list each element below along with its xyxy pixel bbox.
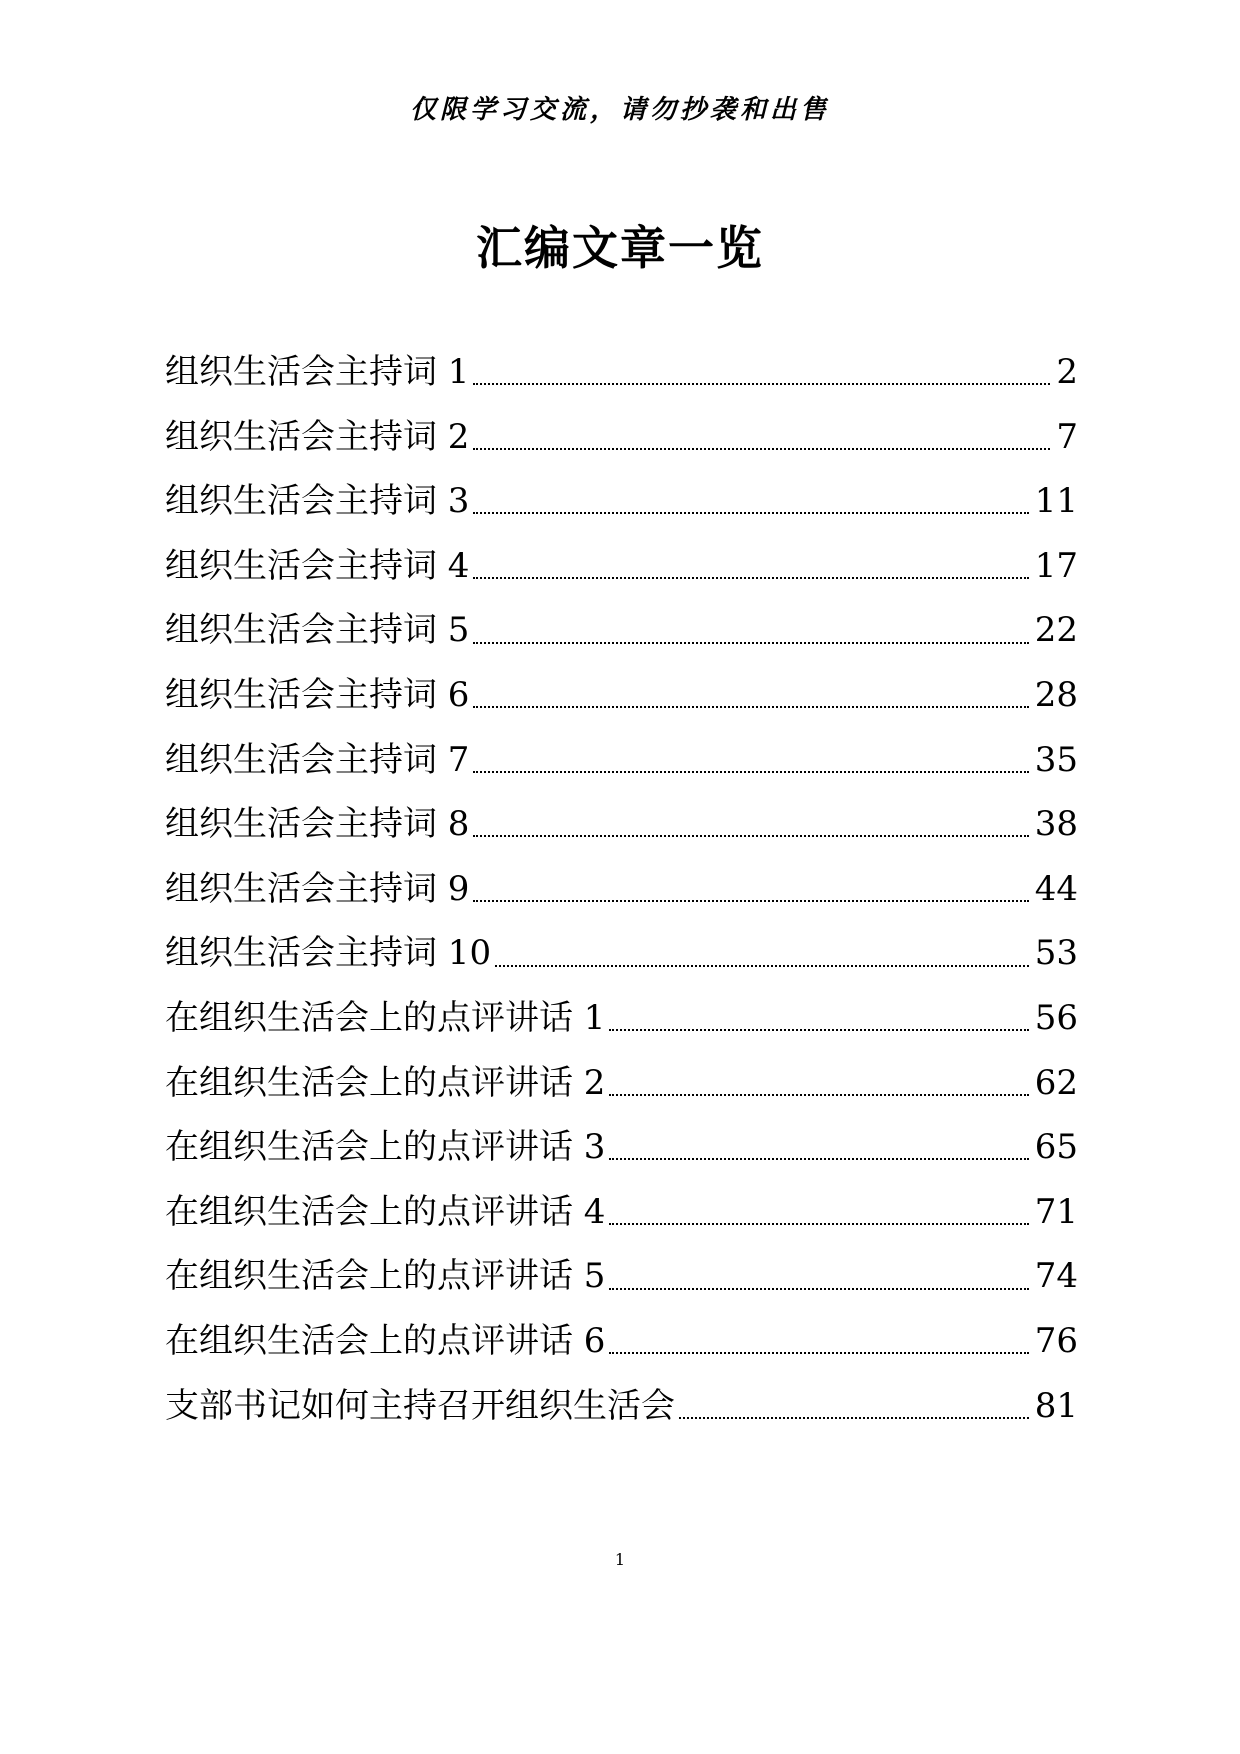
toc-entry-page-number[interactable]: 71 [1034,1191,1078,1232]
toc-entry-title[interactable]: 在组织生活会上的点评讲话 1 [165,997,606,1038]
toc-entry-page-number[interactable]: 65 [1034,1127,1078,1168]
toc-entry-page-number[interactable]: 11 [1034,481,1078,522]
page-number: 1 [614,1550,626,1569]
toc-entry-page-number[interactable]: 38 [1034,804,1078,845]
toc-dot-leader [473,577,1028,579]
toc-dot-leader [609,1352,1028,1354]
header-note: 仅限学习交流，请勿抄袭和出售 [409,95,830,125]
toc-entry-page-number[interactable]: 2 [1056,352,1078,392]
toc-entry-title[interactable]: 组织生活会主持词 5 [165,610,470,651]
toc-entry-page-number[interactable]: 56 [1034,997,1078,1038]
document-title: 汇编文章一览 [476,221,764,275]
toc-entry-title[interactable]: 组织生活会主持词 10 [165,933,492,974]
toc-entry[interactable] [165,663,1078,728]
toc-entry-page-number[interactable]: 17 [1034,545,1078,586]
toc-dot-leader [609,1223,1028,1225]
toc-entry-title[interactable]: 在组织生活会上的点评讲话 2 [165,1062,606,1103]
toc-entry-page-number[interactable]: 74 [1034,1256,1078,1297]
toc-dot-leader [679,1417,1029,1419]
toc-dot-leader [473,383,1050,385]
toc-entry-title[interactable]: 在组织生活会上的点评讲话 3 [165,1127,606,1168]
toc-entry[interactable] [165,921,1078,986]
toc-entry-title[interactable]: 在组织生活会上的点评讲话 6 [165,1320,606,1361]
toc-entry[interactable] [165,728,1078,793]
toc-entry-title[interactable]: 支部书记如何主持召开组织生活会 [165,1385,675,1426]
toc-dot-leader [473,706,1028,708]
toc-dot-leader [473,642,1028,644]
toc-dot-leader [609,1288,1028,1290]
toc-entry-page-number[interactable]: 44 [1034,868,1078,909]
toc-entry-page-number[interactable]: 76 [1034,1320,1078,1361]
toc-entry[interactable] [165,405,1078,470]
toc-entry[interactable] [165,1115,1078,1180]
toc-entry-title[interactable]: 在组织生活会上的点评讲话 4 [165,1191,606,1232]
toc-entry-title[interactable]: 组织生活会主持词 8 [165,804,470,845]
toc-entry[interactable] [165,1374,1078,1439]
toc-dot-leader [473,771,1028,773]
toc-entry-page-number[interactable]: 62 [1034,1062,1078,1103]
toc-entry[interactable] [165,598,1078,663]
toc-dot-leader [495,965,1029,967]
toc-dot-leader [609,1094,1028,1096]
toc-entry-page-number[interactable]: 28 [1034,674,1078,715]
toc-entry-title[interactable]: 组织生活会主持词 1 [165,352,470,392]
toc-entry[interactable] [165,1051,1078,1116]
toc-entry-page-number[interactable]: 81 [1034,1385,1078,1426]
toc-entry[interactable] [165,469,1078,534]
toc-entry-title[interactable]: 在组织生活会上的点评讲话 5 [165,1256,606,1297]
toc-entry[interactable] [165,986,1078,1051]
toc-entry[interactable] [165,340,1078,405]
toc-entry-page-number[interactable]: 7 [1056,416,1078,457]
toc-entry-page-number[interactable]: 53 [1034,933,1078,974]
toc-entry[interactable] [165,857,1078,922]
toc-entry-title[interactable]: 组织生活会主持词 9 [165,868,470,909]
toc-dot-leader [473,512,1028,514]
toc-entry-title[interactable]: 组织生活会主持词 2 [165,416,470,457]
table-of-contents [165,340,1078,1438]
toc-entry-title[interactable]: 组织生活会主持词 7 [165,739,470,780]
toc-dot-leader [473,900,1028,902]
toc-dot-leader [473,448,1050,450]
toc-entry[interactable] [165,1180,1078,1245]
toc-entry[interactable] [165,792,1078,857]
toc-entry-page-number[interactable]: 35 [1034,739,1078,780]
toc-entry-title[interactable]: 组织生活会主持词 4 [165,545,470,586]
toc-entry-page-number[interactable]: 22 [1034,610,1078,651]
toc-entry-title[interactable]: 组织生活会主持词 6 [165,674,470,715]
toc-dot-leader [609,1158,1028,1160]
toc-entry[interactable] [165,534,1078,599]
toc-dot-leader [473,835,1028,837]
toc-dot-leader [609,1029,1028,1031]
toc-entry[interactable] [165,1244,1078,1309]
toc-entry-title[interactable]: 组织生活会主持词 3 [165,481,470,522]
toc-entry[interactable] [165,1309,1078,1374]
